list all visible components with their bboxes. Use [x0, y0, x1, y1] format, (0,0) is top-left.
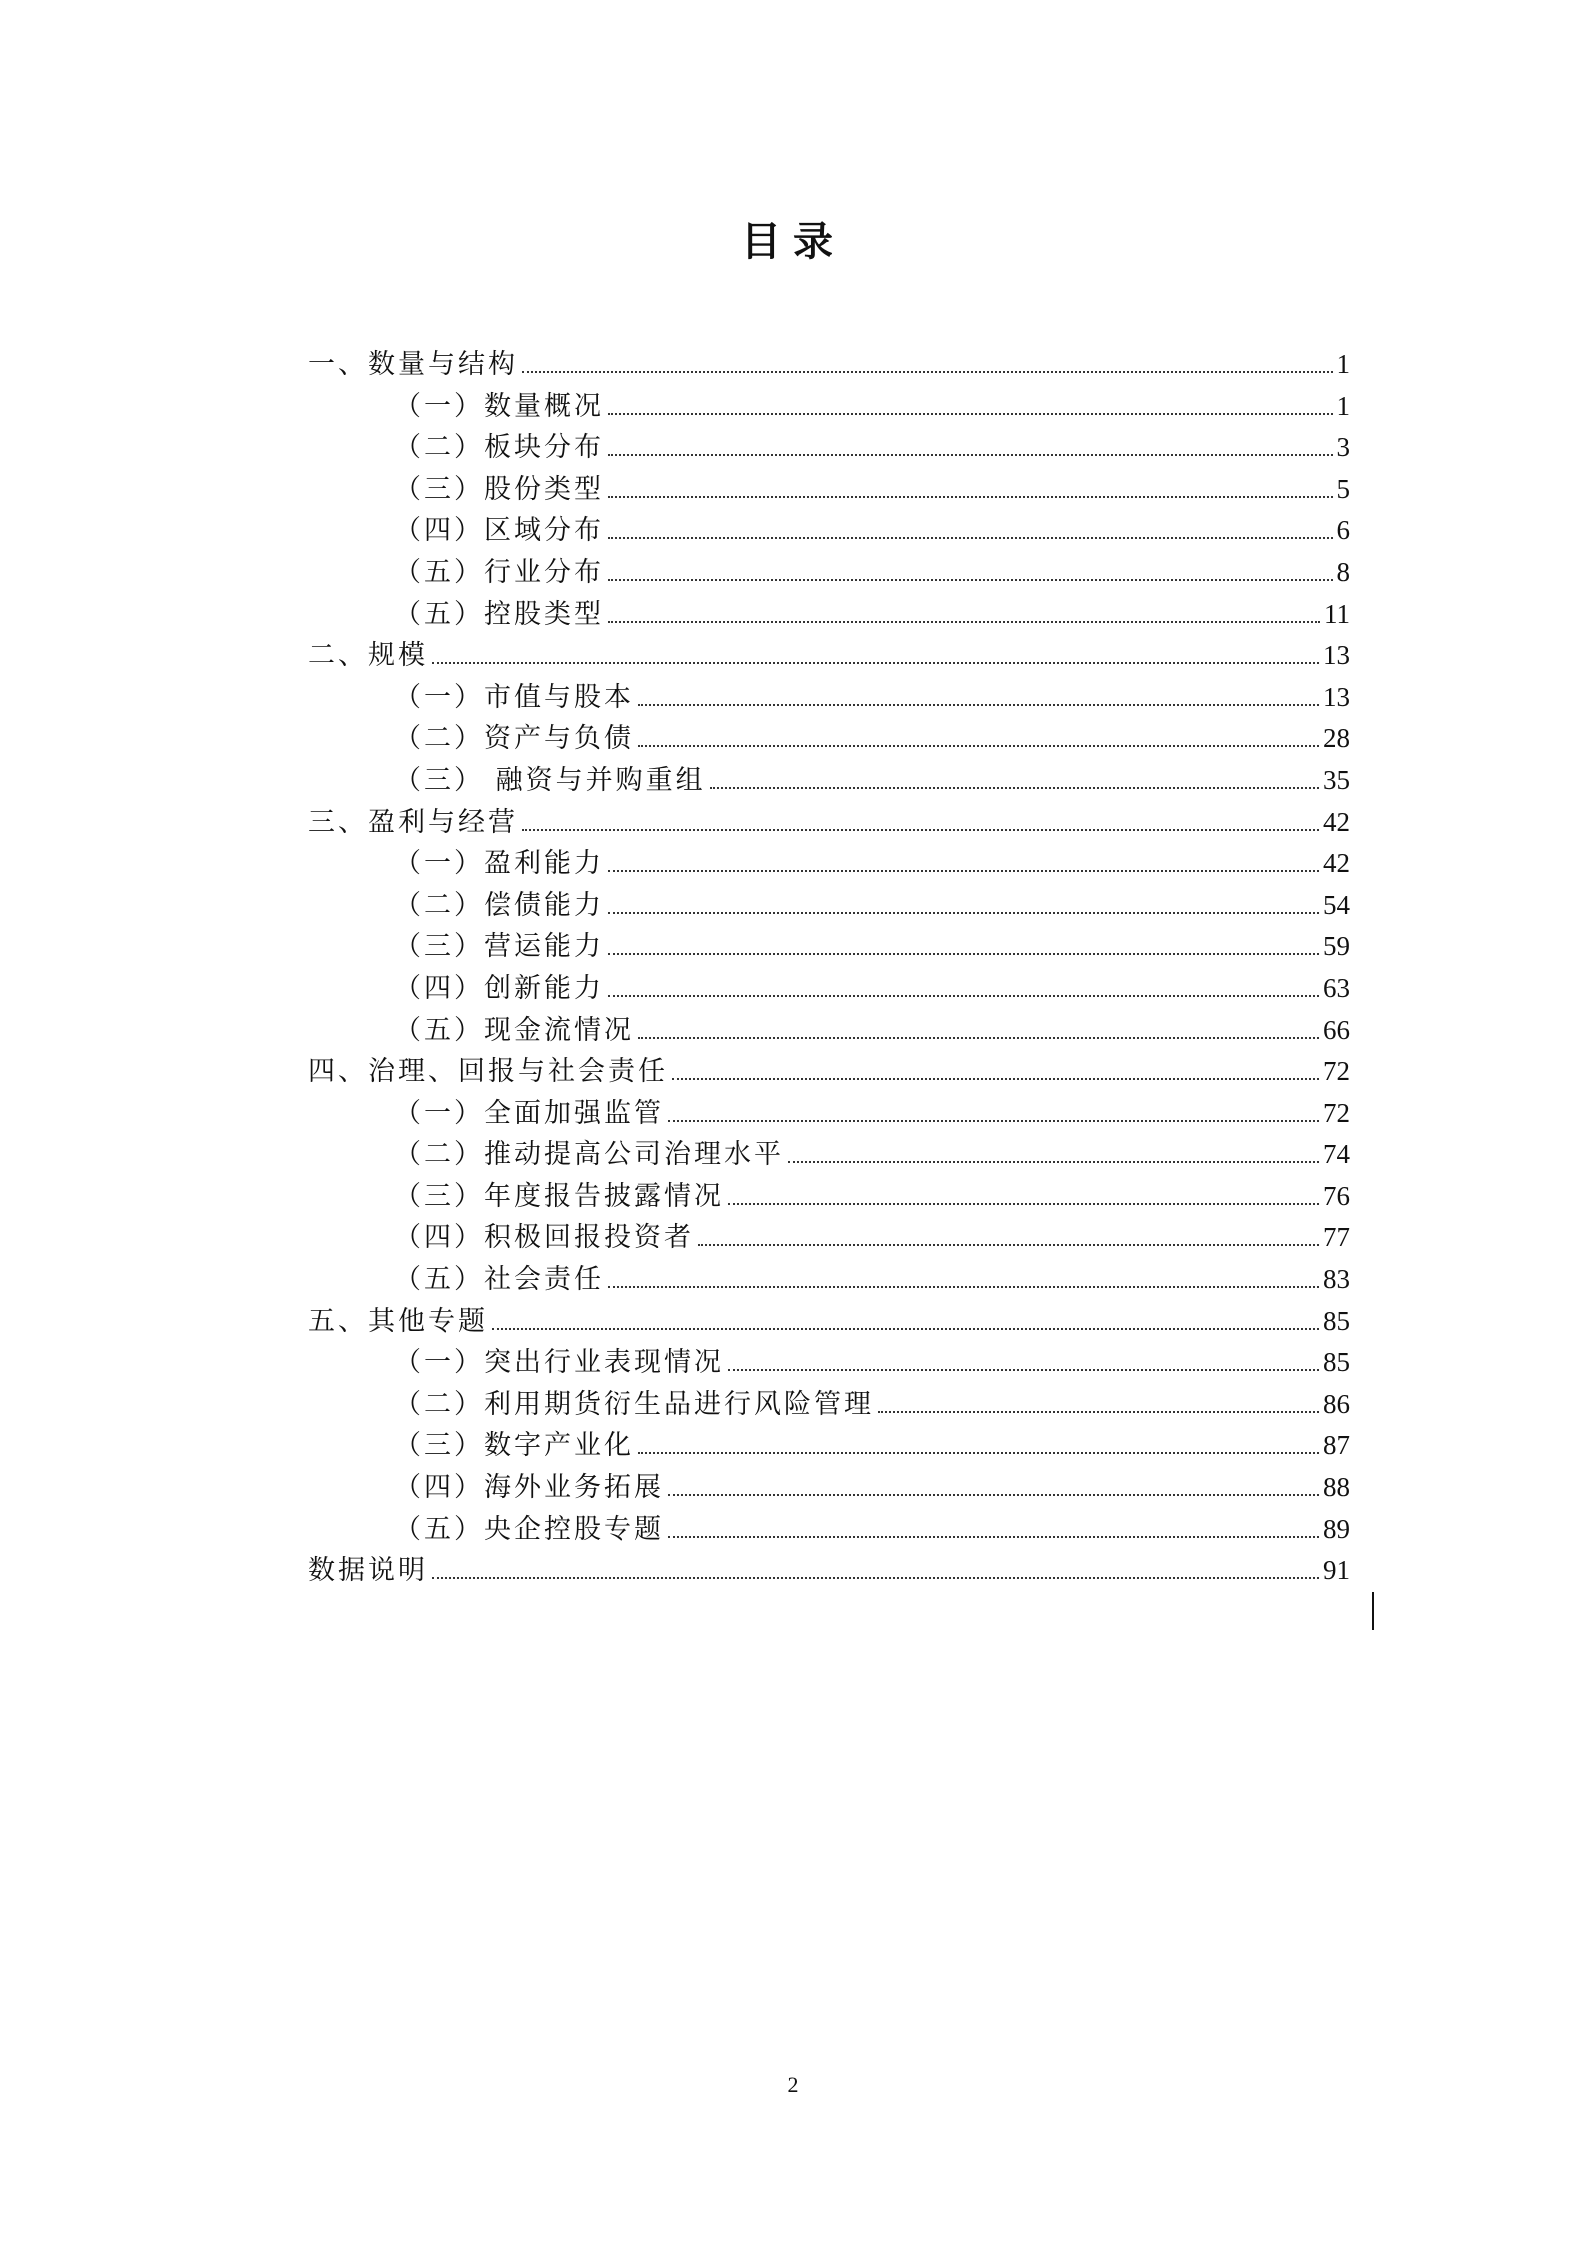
toc-subsection-entry[interactable]: [308, 1507, 1350, 1549]
text-cursor: [1372, 1592, 1374, 1630]
toc-entry-label: （四）创新能力: [394, 972, 604, 1004]
toc-dot-leader: [728, 1369, 1319, 1371]
toc-dot-leader: [638, 1037, 1319, 1039]
toc-subsection-entry[interactable]: [308, 924, 1350, 966]
toc-subsection-entry[interactable]: [308, 1465, 1350, 1507]
toc-entry-label: （五）控股类型: [394, 598, 604, 630]
toc-entry-label: （二）推动提高公司治理水平: [394, 1139, 784, 1171]
page-title: 目录: [741, 219, 845, 265]
toc-entry-label: （五）行业分布: [394, 556, 604, 588]
toc-dot-leader: [432, 1577, 1319, 1579]
toc-entry-label: （三）年度报告披露情况: [394, 1180, 724, 1212]
toc-entry-label: （二）资产与负债: [394, 723, 634, 755]
toc-subsection-entry[interactable]: [308, 1174, 1350, 1216]
toc-subsection-entry[interactable]: [308, 966, 1350, 1008]
toc-entry-label: 数据说明: [308, 1555, 428, 1587]
toc-subsection-entry[interactable]: [308, 716, 1350, 758]
toc-subsection-entry[interactable]: [308, 758, 1350, 800]
toc-entry-page: 72: [1323, 1097, 1350, 1128]
toc-entry-page: 1: [1336, 349, 1350, 379]
toc-entry-label: 三、盈利与经营: [308, 806, 518, 838]
toc-entry-page: 87: [1323, 1430, 1350, 1461]
toc-entry-page: 72: [1323, 1056, 1350, 1087]
toc-subsection-entry[interactable]: [308, 1008, 1350, 1050]
toc-entry-label: （四）海外业务拓展: [394, 1472, 664, 1504]
toc-entry-page: 74: [1323, 1139, 1350, 1170]
toc-entry-label: 四、治理、回报与社会责任: [308, 1056, 668, 1088]
toc-subsection-entry[interactable]: [308, 1340, 1350, 1382]
toc-entry-page: 85: [1323, 1305, 1350, 1336]
toc-section-entry[interactable]: [308, 342, 1350, 384]
toc-subsection-entry[interactable]: [308, 467, 1350, 509]
toc-entry-label: （三）数字产业化: [394, 1430, 634, 1462]
toc-entry-label: （一）突出行业表现情况: [394, 1347, 724, 1379]
table-of-contents: [308, 342, 1350, 1590]
toc-entry-page: 54: [1323, 889, 1350, 920]
toc-entry-page: 63: [1323, 972, 1350, 1003]
toc-subsection-entry[interactable]: [308, 384, 1350, 426]
toc-dot-leader: [608, 912, 1319, 914]
toc-entry-label: 五、其他专题: [308, 1305, 488, 1337]
toc-subsection-entry[interactable]: [308, 1132, 1350, 1174]
toc-entry-page: 83: [1323, 1264, 1350, 1295]
toc-subsection-entry[interactable]: [308, 841, 1350, 883]
toc-entry-label: （五）社会责任: [394, 1264, 604, 1296]
toc-dot-leader: [608, 496, 1333, 498]
toc-dot-leader: [668, 1120, 1319, 1122]
toc-entry-page: 88: [1323, 1472, 1350, 1503]
toc-dot-leader: [638, 1452, 1319, 1454]
toc-dot-leader: [672, 1078, 1319, 1080]
toc-subsection-entry[interactable]: [308, 1423, 1350, 1465]
toc-subsection-entry[interactable]: [308, 425, 1350, 467]
toc-section-entry[interactable]: [308, 800, 1350, 842]
toc-entry-page: 42: [1323, 848, 1350, 879]
toc-dot-leader: [608, 1286, 1319, 1288]
toc-subsection-entry[interactable]: [308, 883, 1350, 925]
toc-entry-page: 8: [1336, 556, 1350, 587]
toc-entry-label: （二）板块分布: [394, 432, 604, 464]
toc-entry-page: 86: [1323, 1388, 1350, 1419]
toc-entry-page: 77: [1323, 1222, 1350, 1253]
toc-dot-leader: [432, 662, 1319, 664]
toc-entry-label: （三） 融资与并购重组: [394, 764, 706, 796]
toc-subsection-entry[interactable]: [308, 1382, 1350, 1424]
toc-entry-page: 3: [1336, 432, 1350, 463]
toc-entry-page: 28: [1323, 723, 1350, 754]
toc-entry-label: （一）盈利能力: [394, 848, 604, 880]
toc-entry-page: 11: [1324, 598, 1350, 629]
toc-entry-label: 一、数量与结构: [308, 349, 518, 380]
toc-dot-leader: [788, 1161, 1319, 1163]
toc-section-entry[interactable]: [308, 1548, 1350, 1590]
page-number: 2: [787, 2072, 799, 2097]
toc-entry-label: （四）积极回报投资者: [394, 1222, 694, 1254]
toc-dot-leader: [608, 454, 1333, 456]
toc-subsection-entry[interactable]: [308, 1091, 1350, 1133]
toc-entry-page: 85: [1323, 1347, 1350, 1378]
toc-entry-label: （二）偿债能力: [394, 889, 604, 921]
toc-section-entry[interactable]: [308, 1049, 1350, 1091]
toc-subsection-entry[interactable]: [308, 675, 1350, 717]
toc-entry-page: 1: [1336, 390, 1350, 421]
toc-dot-leader: [728, 1203, 1319, 1205]
toc-dot-leader: [668, 1536, 1319, 1538]
toc-entry-label: （一）数量概况: [394, 390, 604, 422]
toc-entry-label: （五）央企控股专题: [394, 1513, 664, 1545]
toc-dot-leader: [608, 413, 1333, 415]
toc-entry-label: （三）营运能力: [394, 931, 604, 963]
toc-dot-leader: [522, 371, 1333, 373]
toc-entry-label: 二、规模: [308, 640, 428, 672]
toc-entry-label: （二）利用期货衍生品进行风险管理: [394, 1388, 874, 1420]
toc-dot-leader: [492, 1328, 1319, 1330]
toc-entry-page: 5: [1336, 473, 1350, 504]
toc-entry-label: （三）股份类型: [394, 473, 604, 505]
toc-dot-leader: [608, 537, 1333, 539]
toc-entry-page: 59: [1323, 931, 1350, 962]
toc-entry-page: 13: [1323, 681, 1350, 712]
toc-entry-label: （一）全面加强监管: [394, 1097, 664, 1129]
toc-dot-leader: [710, 787, 1319, 789]
toc-entry-page: 89: [1323, 1513, 1350, 1544]
toc-entry-label: （五）现金流情况: [394, 1014, 634, 1046]
toc-dot-leader: [608, 953, 1319, 955]
toc-entry-page: 91: [1323, 1555, 1350, 1586]
toc-dot-leader: [608, 870, 1319, 872]
toc-dot-leader: [608, 621, 1320, 623]
toc-subsection-entry[interactable]: [308, 1215, 1350, 1257]
toc-section-entry[interactable]: [308, 1299, 1350, 1341]
toc-entry-page: 76: [1323, 1180, 1350, 1211]
toc-entry-page: 66: [1323, 1014, 1350, 1045]
toc-entry-page: 6: [1336, 515, 1350, 546]
toc-subsection-entry[interactable]: [308, 592, 1350, 634]
toc-entry-page: 42: [1323, 806, 1350, 837]
toc-dot-leader: [608, 579, 1333, 581]
toc-dot-leader: [878, 1411, 1319, 1413]
toc-entry-label: （四）区域分布: [394, 515, 604, 547]
toc-subsection-entry[interactable]: [308, 550, 1350, 592]
toc-dot-leader: [698, 1244, 1319, 1246]
toc-dot-leader: [638, 745, 1319, 747]
toc-dot-leader: [638, 704, 1319, 706]
toc-section-entry[interactable]: [308, 633, 1350, 675]
toc-dot-leader: [608, 995, 1319, 997]
toc-subsection-entry[interactable]: [308, 508, 1350, 550]
toc-subsection-entry[interactable]: [308, 1257, 1350, 1299]
toc-entry-page: 13: [1323, 640, 1350, 671]
toc-entry-page: 35: [1323, 764, 1350, 795]
toc-dot-leader: [668, 1494, 1319, 1496]
toc-entry-label: （一）市值与股本: [394, 681, 634, 713]
toc-dot-leader: [522, 829, 1319, 831]
